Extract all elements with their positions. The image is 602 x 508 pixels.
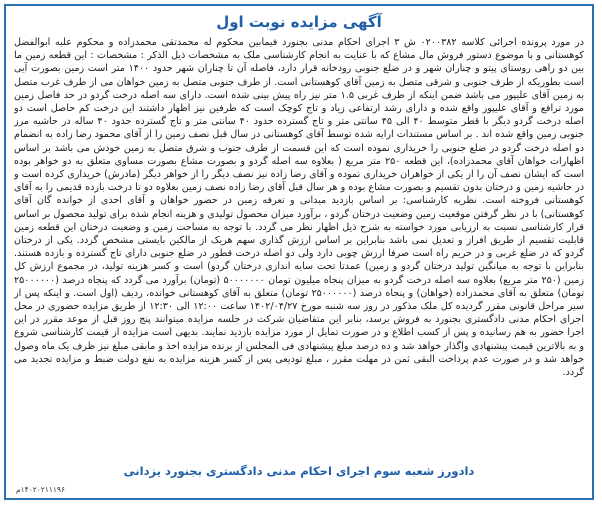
notice-title: آگهی مزایده نوبت اول [216,13,382,31]
notice-signature: دادورز شعبه سوم اجرای احکام مدنی دادگستری بجنورد یزدانی [123,464,475,478]
notice-reference-code: ۱۴۰۲۰۲۱۱۱۹۶م [16,485,65,494]
auction-notice [4,4,594,500]
notice-body: در مورد پرونده اجرائی کلاسه ۰۲۰۰۳۸۲ ش ۳ اجرای احکام مدنی بجنورد فیمابین محکوم له محمدتقی محمدزاده و محکوم علیه ابوالفضل کوهستانی و با موضوع دستور فروش مال مشاع که با عنایت به انجام کارشناسی ملک به مشخصات ذیل الذکر : مشخصات : این قطعه زمین ما بین دو راهی روستای پیتو و چناران شهر و در ضلع جنوبی رودخانه قرار دارد، فاصله آن تا چناران شهر حدود ۱۴۰۰ متر است زمین بصورت آیی است بطوریکه از طرف جنوبی و شرقی متصل به زمین آقای کوهستانی است. از طرف جنوبی متصل به زمین خواهان می از طرف غرب متصل به زمین آقای علیپور می باشد ضمن اینکه از طرف غربی ۱.۵ متر نیز راه پیش بینی شده است. دارای سه اصله درخت گردو در حد فاصل زمین مورد ترافع و آقای علیپور واقع شده و دارای رشد ارتفاعی زیاد و تاج کوچک است که طرفین نیز اظهار داشتند این درخت کم حاصل است دو اصله درخت گردو دیگر با قطر متوسط ۴۰ الی ۴۵ سانتی متر و تاج گسترده حدود ۴۰ سانتی متر و تاج گسترده حدود ۴۰ ساله در حاشیه مرز جنوبی زمین واقع شده اند . بر اساس مستندات ارایه شده توسط آقای کوهستانی در سال قبل نصف زمین را از آقای محمود رضا زاده به انضمام دو اصله درخت گردو در ضلع جنوبی را خریداری نموده است که این قسمت از طرف جنوب و شرق متصل به زمین خودش می باشد بر اساس اظهارات خواهان آقای محمدزاده)، این قطعه ۲۵۰ متر مربع ( بعلاوه سه اصله گردو و بصورت مشاع بصورت مساوی متعلق به دو خواهر بوده است که ایشان نصف آن را از یکی از خواهران خریداری نموده و آقای رضا زاده نیز نصف دیگر را از خواهر دیگر (مادرش) خریداری کرده است و در حاشیه زمین و درختان بدون تقسیم و بصورت مشاع بوده و هر سال قبل آقای رضا زاده نصف زمین بعلاوه دو تا درخت بازده قدیمی را به آقای کوهستانی فروخته است. نظریه کارشناسی: بر اساس بازدید میدانی و تعرفه زمین در حضور خواهان و آقای احدی از خوانده گان آقای کوهستانی) با در نظر گرفتن موقعیت زمین وضعیت درختان گردو ، برآورد میزان محصول تولیدی و هزینه انجام شده برای تولید محصول بر اساس قرار کارشناسی نسبت به ارزیابی مورد خواسته به شرح ذیل اظهار نظر می گردد. با توجه به مساحت زمین و وضعیت درختان این قطعه زمین قابلیت تقسیم از طریق افراز و تعدیل نمی باشد بنابراین بر اساس ارزش گذاری سهم هریک از مالکین بایستی مشخص گردد. یکی از درختان گردو که در ضلع غربی و در حریم راه است صرفا ارزش چوبی دارد ولی دو اصله درخت قطور در ضلع جنوبی دارای تاج گسترده و بازده هستند. بنابراین با توجه به میانگین تولید درختان گردو و زمین) عمدتا تحت سایه اندازی درختان گردو) است و کسر هزینه تولید، در مجموع ارزش کل زمین (۲۵۰ متر مربع) بعلاوه سه اصله درخت گردو به میزان پنجاه میلیون تومان ۵۰۰۰۰۰۰۰ (تومان) برآورد می گردد که پنجاه درصد (۲۵۰۰۰۰۰۰ تومان) متعلق به آقای محمدزاده (خواهان) و پنجاه درصد (۲۵۰۰۰۰۰۰ تومان) متعلق به آقای کوهستانی خوانده، ردیف (اول است. و اینکه پس از سیر مراحل قانونی مقرر گردیده کل ملک مذکور در روز سه شنبه مورخ ۱۴۰۲/۰۴/۲۷ ساعت ۱۲:۰۰ الی ۱۲:۳۰ از طریق مزایده حضوری در محل اجرای احکام مدنی دادگستری بجنورد به فروش برسد، بنابر این متقاضیان شرکت در جلسه مزایده میتوانند پنج روز قبل از موعد مقرر در این اجرا حضور به هم رسانیده و پس از کسب اطلاع و در صورت تمایل از مورد مزایده بازدید نمایند. بدیهی است مزایده از قیمت کارشناسی شروع و به بالاترین قیمت پیشنهادی واگذار خواهد شد و ده درصد مبلغ پیشنهادی فی المجلس از برنده مزایده اخذ و مابقی مبلغ نیز ظرف یک ماه وصول خواهد شد و در صورت عدم پرداخت البقی ثمن در مهلت مقرر ، مبلغ تودیعی پس از کسر هزینه مزایده به نفع دولت ضبط و مزایده تجدید می گردد. [14,37,584,379]
